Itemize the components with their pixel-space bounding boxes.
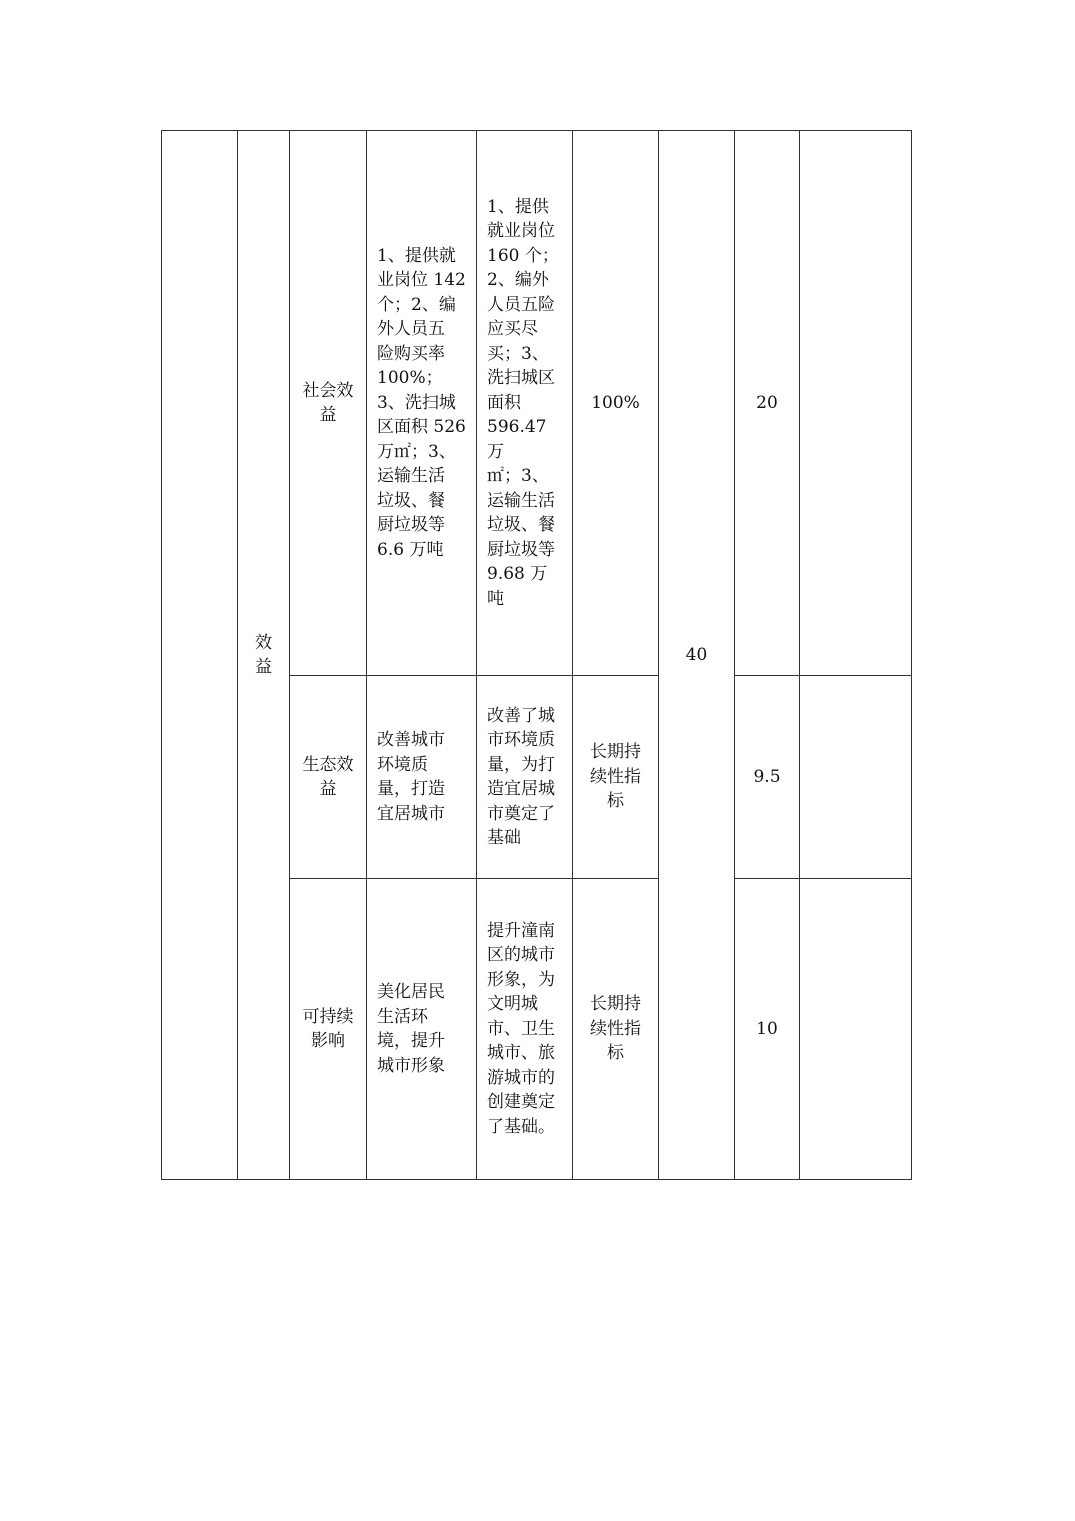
rate-cell: 100% bbox=[573, 131, 659, 676]
score-cell: 9.5 bbox=[735, 676, 800, 879]
remarks-cell bbox=[800, 676, 912, 879]
indicator-cell: 社会效 益 bbox=[290, 131, 367, 676]
actual-cell: 提升潼南 区的城市 形象，为 文明城 市、卫生 城市、旅 游城市的 创建奠定 了基础。 bbox=[477, 879, 573, 1180]
category-label: 效 益 bbox=[255, 632, 272, 677]
actual-cell: 改善了城 市环境质 量，为打 造宜居城 市奠定了 基础 bbox=[477, 676, 573, 879]
remarks-cell bbox=[800, 879, 912, 1180]
indicator-cell: 生态效 益 bbox=[290, 676, 367, 879]
target-cell: 改善城市 环境质 量，打造 宜居城市 bbox=[367, 676, 477, 879]
remarks-cell bbox=[800, 131, 912, 676]
table-row bbox=[162, 131, 912, 676]
score-cell: 20 bbox=[735, 131, 800, 676]
target-cell: 1、提供就 业岗位 142 个；2、编 外人员五 险购买率 100%； 3、洗扫城 区面积 526 万㎡；3、 运输生活 垃圾、餐 厨垃圾等 6.6 万吨 bbox=[367, 131, 477, 676]
weight-cell: 40 bbox=[659, 131, 735, 1180]
indicator-cell: 可持续 影响 bbox=[290, 879, 367, 1180]
actual-cell: 1、提供 就业岗位 160 个； 2、编外 人员五险 应买尽 买；3、 洗扫城区 面积 596.47 万 ㎡；3、 运输生活 垃圾、餐 厨垃圾等 9.68 万吨 bbox=[477, 131, 573, 676]
category-cell bbox=[238, 131, 290, 1180]
performance-table bbox=[161, 130, 912, 1180]
target-cell: 美化居民 生活环 境，提升 城市形象 bbox=[367, 879, 477, 1180]
blank-first-column-cell bbox=[162, 131, 238, 1180]
rate-cell: 长期持 续性指 标 bbox=[573, 879, 659, 1180]
rate-cell: 长期持 续性指 标 bbox=[573, 676, 659, 879]
score-cell: 10 bbox=[735, 879, 800, 1180]
